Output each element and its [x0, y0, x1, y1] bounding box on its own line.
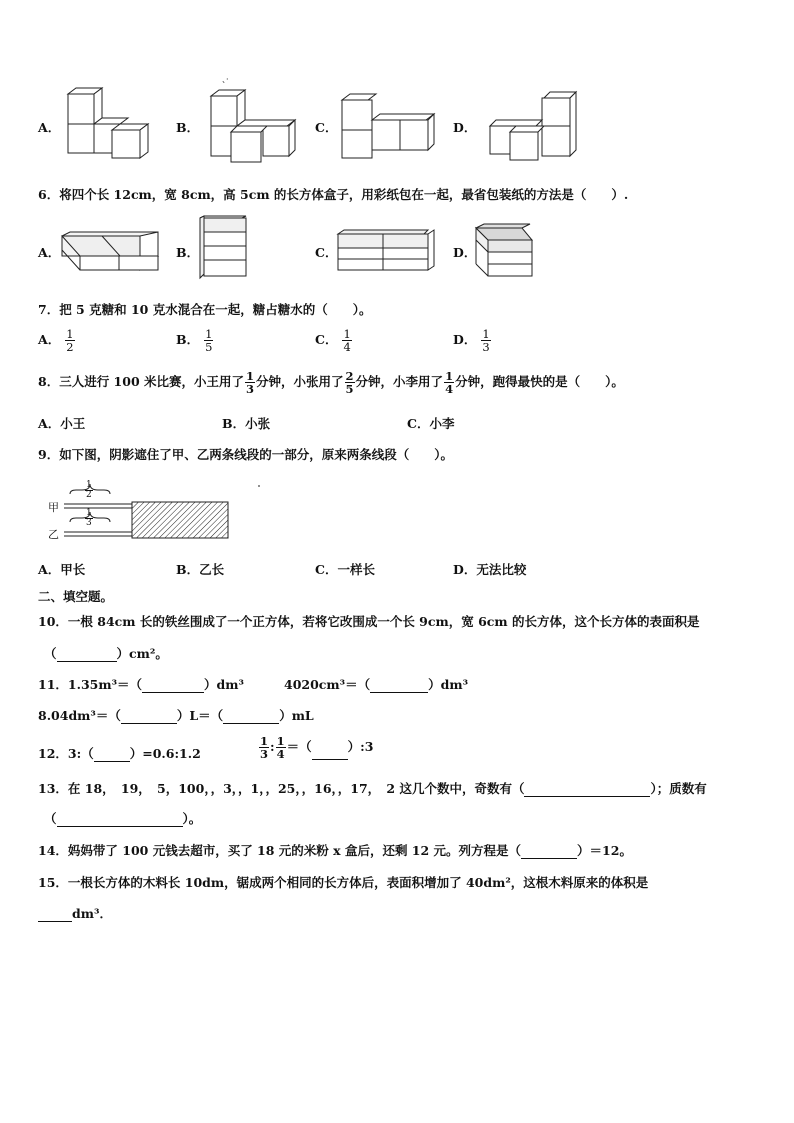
q9-label-yi: 乙: [48, 528, 59, 541]
q14-blank[interactable]: [521, 846, 577, 859]
q9-segments-diagram: [62, 482, 262, 542]
q7-option-c-fraction: $\frac{1}{4}$: [343, 327, 351, 354]
q7-option-d-fraction: $\frac{1}{3}$: [482, 327, 490, 354]
q15-question: 15．一根长方体的木料长 10dm，锯成两个相同的长方体后，表面积增加了 40dm²，这根木料原来的体积是: [38, 875, 649, 890]
q5-option-d-figure: [486, 90, 586, 165]
q7-option-a-fraction: $\frac{1}{2}$: [66, 327, 74, 354]
q7-option-a-label: A．: [38, 332, 61, 347]
q12-part2: $\frac{1}{3}$ : $\frac{1}{4}$ ＝（ ）:3: [260, 734, 374, 761]
q6-option-a-figure: [62, 230, 162, 272]
q5-option-b-label[interactable]: B．: [176, 120, 200, 135]
q11-blank-4[interactable]: [223, 711, 279, 724]
q7-option-b-fraction: $\frac{1}{5}$: [205, 327, 213, 354]
q12-blank-1[interactable]: [94, 749, 130, 762]
q8-option-b[interactable]: B．小张: [222, 416, 271, 431]
q9-fraction-yi: $\frac{1}{3}$: [86, 508, 92, 528]
q9-label-jia: 甲: [48, 501, 59, 514]
q8-question: 8．三人进行 100 米比赛，小王用了 $\frac{1}{3}$ 分钟，小张用了 $\frac{2}{5}$ 分钟，小李用了 $\frac{1}{4}$ 分钟，跑得最快的是（ ）。: [38, 369, 624, 396]
q7-option-b[interactable]: [176, 328, 214, 353]
q9-option-b[interactable]: B．乙长: [176, 562, 225, 577]
q5-option-b-figure: [205, 88, 305, 166]
q11-part2: 4020cm³＝（ ）dm³: [284, 677, 469, 692]
q7-question: 7．把 5 克糖和 10 克水混合在一起，糖占糖水的（ ）。: [38, 302, 372, 317]
q7-option-a[interactable]: [38, 328, 76, 353]
q6-option-b-figure: [198, 216, 254, 280]
q7-option-c[interactable]: [315, 328, 353, 353]
q7-option-c-label: C．: [315, 332, 338, 347]
q15-answer-line: dm³．: [38, 906, 112, 922]
q6-option-c-figure: [338, 230, 434, 272]
q6-option-b-label[interactable]: B．: [176, 245, 200, 260]
q15-blank[interactable]: [38, 909, 72, 922]
q5-mark: 、·: [222, 75, 229, 84]
q10-answer-blank[interactable]: [57, 649, 117, 662]
q11-blank-2[interactable]: [370, 680, 428, 693]
q9-fraction-jia: $\frac{1}{2}$: [86, 480, 92, 500]
q5-option-d-label[interactable]: D．: [453, 120, 477, 135]
q13-question: 13．在 18， 19， 5，100，，3，，1，，25，，16，，17， 2 这几个数中，奇数有（ ）；质数有: [38, 781, 707, 796]
q6-option-d-figure: [474, 224, 536, 280]
q7-option-d[interactable]: [453, 328, 492, 353]
q14-question: 14．妈妈带了 100 元钱去超市，买了 18 元的米粉 x 盒后，还剩 12 元。列方程是（ ）＝12。: [38, 843, 632, 858]
q12-fraction-2: $\frac{1}{4}$: [276, 734, 285, 761]
q9-question: 9．如下图，阴影遮住了甲、乙两条线段的一部分，原来两条线段（ ）。: [38, 447, 453, 462]
q5-option-c-figure: [338, 92, 438, 162]
q8-fraction-wang: $\frac{1}{3}$: [246, 369, 255, 396]
q7-option-b-label: B．: [176, 332, 200, 347]
q7-option-d-label: D．: [453, 332, 477, 347]
q11-blank-3[interactable]: [121, 711, 177, 724]
q12-blank-2[interactable]: [312, 747, 348, 760]
q8-fraction-li: $\frac{1}{4}$: [445, 369, 454, 396]
q13-answer-line: （ ）。: [44, 811, 202, 826]
q12-part1: 12．3:（ ）=0.6:1.2: [38, 746, 201, 761]
q12-fraction-1: $\frac{1}{3}$: [260, 734, 269, 761]
q5-option-a-label[interactable]: A．: [38, 120, 61, 135]
q6-question: 6．将四个长 12cm，宽 8cm，高 5cm 的长方体盒子，用彩纸包在一起，最省包装纸的方法是（ ）.: [38, 187, 629, 202]
q10-answer-line: （ ）cm²。: [44, 646, 168, 661]
section-title-fill-in: 二、填空题。: [38, 589, 114, 604]
q5-option-a-figure: [62, 88, 162, 163]
q6-option-d-label[interactable]: D．: [453, 245, 477, 260]
q9-option-c[interactable]: C．一样长: [315, 562, 375, 577]
q9-option-d[interactable]: D．无法比较: [453, 562, 527, 577]
q6-option-a-label[interactable]: A．: [38, 245, 61, 260]
q10-question: 10．一根 84cm 长的铁丝围成了一个正方体，若将它改围成一个长 9cm，宽 6cm 的长方体，这个长方体的表面积是: [38, 614, 700, 629]
q11-part3: 8.04dm³＝（ ）L＝（ ）mL: [38, 708, 314, 723]
q13-blank-prime[interactable]: [57, 814, 183, 827]
q5-option-c-label[interactable]: C．: [315, 120, 338, 135]
q13-blank-odd[interactable]: [524, 784, 650, 797]
q8-fraction-zhang: $\frac{2}{5}$: [345, 369, 354, 396]
q8-option-c[interactable]: C．小李: [407, 416, 455, 431]
q8-option-a[interactable]: A．小王: [38, 416, 86, 431]
q11-part1: 11．1.35m³＝（ ）dm³: [38, 677, 244, 692]
q6-option-c-label[interactable]: C．: [315, 245, 338, 260]
q9-option-a[interactable]: A．甲长: [38, 562, 86, 577]
q11-blank-1[interactable]: [142, 680, 204, 693]
